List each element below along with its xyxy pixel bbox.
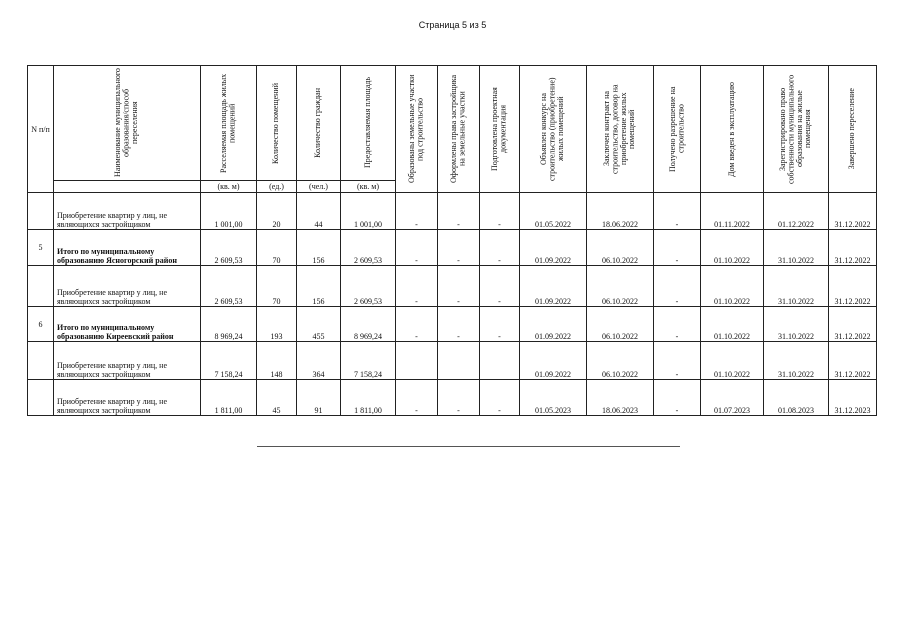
- resettlement-table: [27, 65, 877, 416]
- cell-rights: [438, 342, 480, 380]
- unit-provided: (кв. м): [341, 181, 396, 193]
- cell-contract: 18.06.2022: [587, 193, 654, 230]
- cell-name: Приобретение квартир у лиц, не являющихся застройщиком: [54, 266, 201, 307]
- cell-people: 44: [297, 193, 341, 230]
- header-area: Расселяемая площадь жилых помещений: [201, 66, 257, 181]
- cell-rooms: 20: [257, 193, 297, 230]
- cell-name: Приобретение квартир у лиц, не являющихся застройщиком: [54, 193, 201, 230]
- table-row: [28, 266, 877, 307]
- header-people: Количество граждан: [297, 66, 341, 181]
- cell-permit: -: [654, 193, 701, 230]
- cell-npp: [28, 380, 54, 416]
- cell-contest: 01.05.2023: [520, 380, 587, 416]
- cell-rights: -: [438, 266, 480, 307]
- cell-land: -: [396, 266, 438, 307]
- cell-contract: 06.10.2022: [587, 266, 654, 307]
- cell-rooms: 148: [257, 342, 297, 380]
- cell-ownership: 31.10.2022: [764, 266, 829, 307]
- cell-commission: 01.10.2022: [701, 307, 764, 342]
- cell-rights: -: [438, 193, 480, 230]
- cell-commission: 01.10.2022: [701, 266, 764, 307]
- cell-rights: -: [438, 380, 480, 416]
- cell-name: Приобретение квартир у лиц, не являющихся застройщиком: [54, 342, 201, 380]
- cell-rooms: 70: [257, 230, 297, 266]
- cell-docs: [480, 342, 520, 380]
- table-row: [28, 380, 877, 416]
- cell-done: 31.12.2022: [829, 193, 877, 230]
- cell-land: [396, 342, 438, 380]
- header-npp: N п/п: [28, 66, 54, 193]
- cell-ownership: 31.10.2022: [764, 230, 829, 266]
- unit-name: [54, 181, 201, 193]
- header-permit: Получено разрешение на строительство: [654, 66, 701, 193]
- cell-permit: -: [654, 342, 701, 380]
- unit-area: (кв. м): [201, 181, 257, 193]
- cell-npp: [28, 266, 54, 307]
- cell-done: 31.12.2022: [829, 307, 877, 342]
- cell-docs: -: [480, 230, 520, 266]
- cell-docs: -: [480, 266, 520, 307]
- cell-contest: 01.05.2022: [520, 193, 587, 230]
- table-row: [28, 307, 877, 342]
- cell-commission: 01.10.2022: [701, 342, 764, 380]
- cell-area: 7 158,24: [201, 342, 257, 380]
- cell-ownership: 31.10.2022: [764, 307, 829, 342]
- cell-npp: [28, 342, 54, 380]
- unit-people: (чел.): [297, 181, 341, 193]
- cell-land: -: [396, 193, 438, 230]
- cell-contract: 06.10.2022: [587, 342, 654, 380]
- cell-contract: 18.06.2023: [587, 380, 654, 416]
- header-contest: Объявлен конкурс на строительство (приобретение) жилых помещений: [520, 66, 587, 193]
- cell-done: 31.12.2022: [829, 266, 877, 307]
- cell-commission: 01.10.2022: [701, 230, 764, 266]
- cell-ownership: 31.10.2022: [764, 342, 829, 380]
- cell-rooms: 70: [257, 266, 297, 307]
- cell-contest: 01.09.2022: [520, 266, 587, 307]
- cell-provided: 1 001,00: [341, 193, 396, 230]
- cell-area: 8 969,24: [201, 307, 257, 342]
- cell-contest: 01.09.2022: [520, 342, 587, 380]
- cell-rights: -: [438, 307, 480, 342]
- table-row: [28, 230, 877, 266]
- header-docs: Подготовлена проектная документация: [480, 66, 520, 193]
- cell-docs: -: [480, 380, 520, 416]
- cell-land: -: [396, 307, 438, 342]
- table-row: [28, 342, 877, 380]
- cell-commission: 01.11.2022: [701, 193, 764, 230]
- cell-people: 91: [297, 380, 341, 416]
- header-land: Образованы земельные участки под строительство: [396, 66, 438, 193]
- header-rooms: Количество помещений: [257, 66, 297, 181]
- cell-people: 156: [297, 230, 341, 266]
- header-rights: Оформлены права застройщика на земельные участки: [438, 66, 480, 193]
- cell-area: 1 811,00: [201, 380, 257, 416]
- cell-people: 455: [297, 307, 341, 342]
- cell-area: 2 609,53: [201, 230, 257, 266]
- cell-name: Приобретение квартир у лиц, не являющихся застройщиком: [54, 380, 201, 416]
- cell-done: 31.12.2022: [829, 230, 877, 266]
- cell-done: 31.12.2022: [829, 342, 877, 380]
- unit-rooms: (ед.): [257, 181, 297, 193]
- cell-land: -: [396, 230, 438, 266]
- cell-rights: -: [438, 230, 480, 266]
- cell-ownership: 01.12.2022: [764, 193, 829, 230]
- cell-npp: 5: [28, 230, 54, 266]
- header-ownership: Зарегистрировано право собственности муниципального образования на жилые помещения: [764, 66, 829, 193]
- cell-permit: -: [654, 380, 701, 416]
- cell-npp: 6: [28, 307, 54, 342]
- cell-land: -: [396, 380, 438, 416]
- page-number-header: Страница 5 из 5: [418, 20, 487, 30]
- header-done: Завершено переселение: [829, 66, 877, 193]
- cell-permit: -: [654, 266, 701, 307]
- table-row: [28, 193, 877, 230]
- cell-area: 2 609,53: [201, 266, 257, 307]
- cell-rooms: 45: [257, 380, 297, 416]
- cell-provided: 7 158,24: [341, 342, 396, 380]
- cell-provided: 2 609,53: [341, 230, 396, 266]
- cell-done: 31.12.2023: [829, 380, 877, 416]
- cell-permit: -: [654, 307, 701, 342]
- header-provided: Предоставляемая площадь: [341, 66, 396, 181]
- cell-rooms: 193: [257, 307, 297, 342]
- cell-provided: 8 969,24: [341, 307, 396, 342]
- cell-people: 364: [297, 342, 341, 380]
- cell-area: 1 001,00: [201, 193, 257, 230]
- footer-divider: [257, 446, 680, 447]
- cell-npp: [28, 193, 54, 230]
- cell-contract: 06.10.2022: [587, 307, 654, 342]
- header-commission: Дом введен в эксплуатацию: [701, 66, 764, 193]
- cell-name: Итого по муниципальному образованию Ясногорский район: [54, 230, 201, 266]
- cell-contest: 01.09.2022: [520, 307, 587, 342]
- cell-docs: -: [480, 193, 520, 230]
- cell-provided: 1 811,00: [341, 380, 396, 416]
- cell-permit: -: [654, 230, 701, 266]
- cell-ownership: 01.08.2023: [764, 380, 829, 416]
- cell-commission: 01.07.2023: [701, 380, 764, 416]
- header-name: Наименование муниципального образования/способ переселения: [54, 66, 201, 181]
- cell-contract: 06.10.2022: [587, 230, 654, 266]
- cell-people: 156: [297, 266, 341, 307]
- header-contract: Заключен контракт на строительство, договор на приобретение жилых помещений: [587, 66, 654, 193]
- cell-provided: 2 609,53: [341, 266, 396, 307]
- cell-name: Итого по муниципальному образованию Киреевский район: [54, 307, 201, 342]
- cell-contest: 01.09.2022: [520, 230, 587, 266]
- cell-docs: -: [480, 307, 520, 342]
